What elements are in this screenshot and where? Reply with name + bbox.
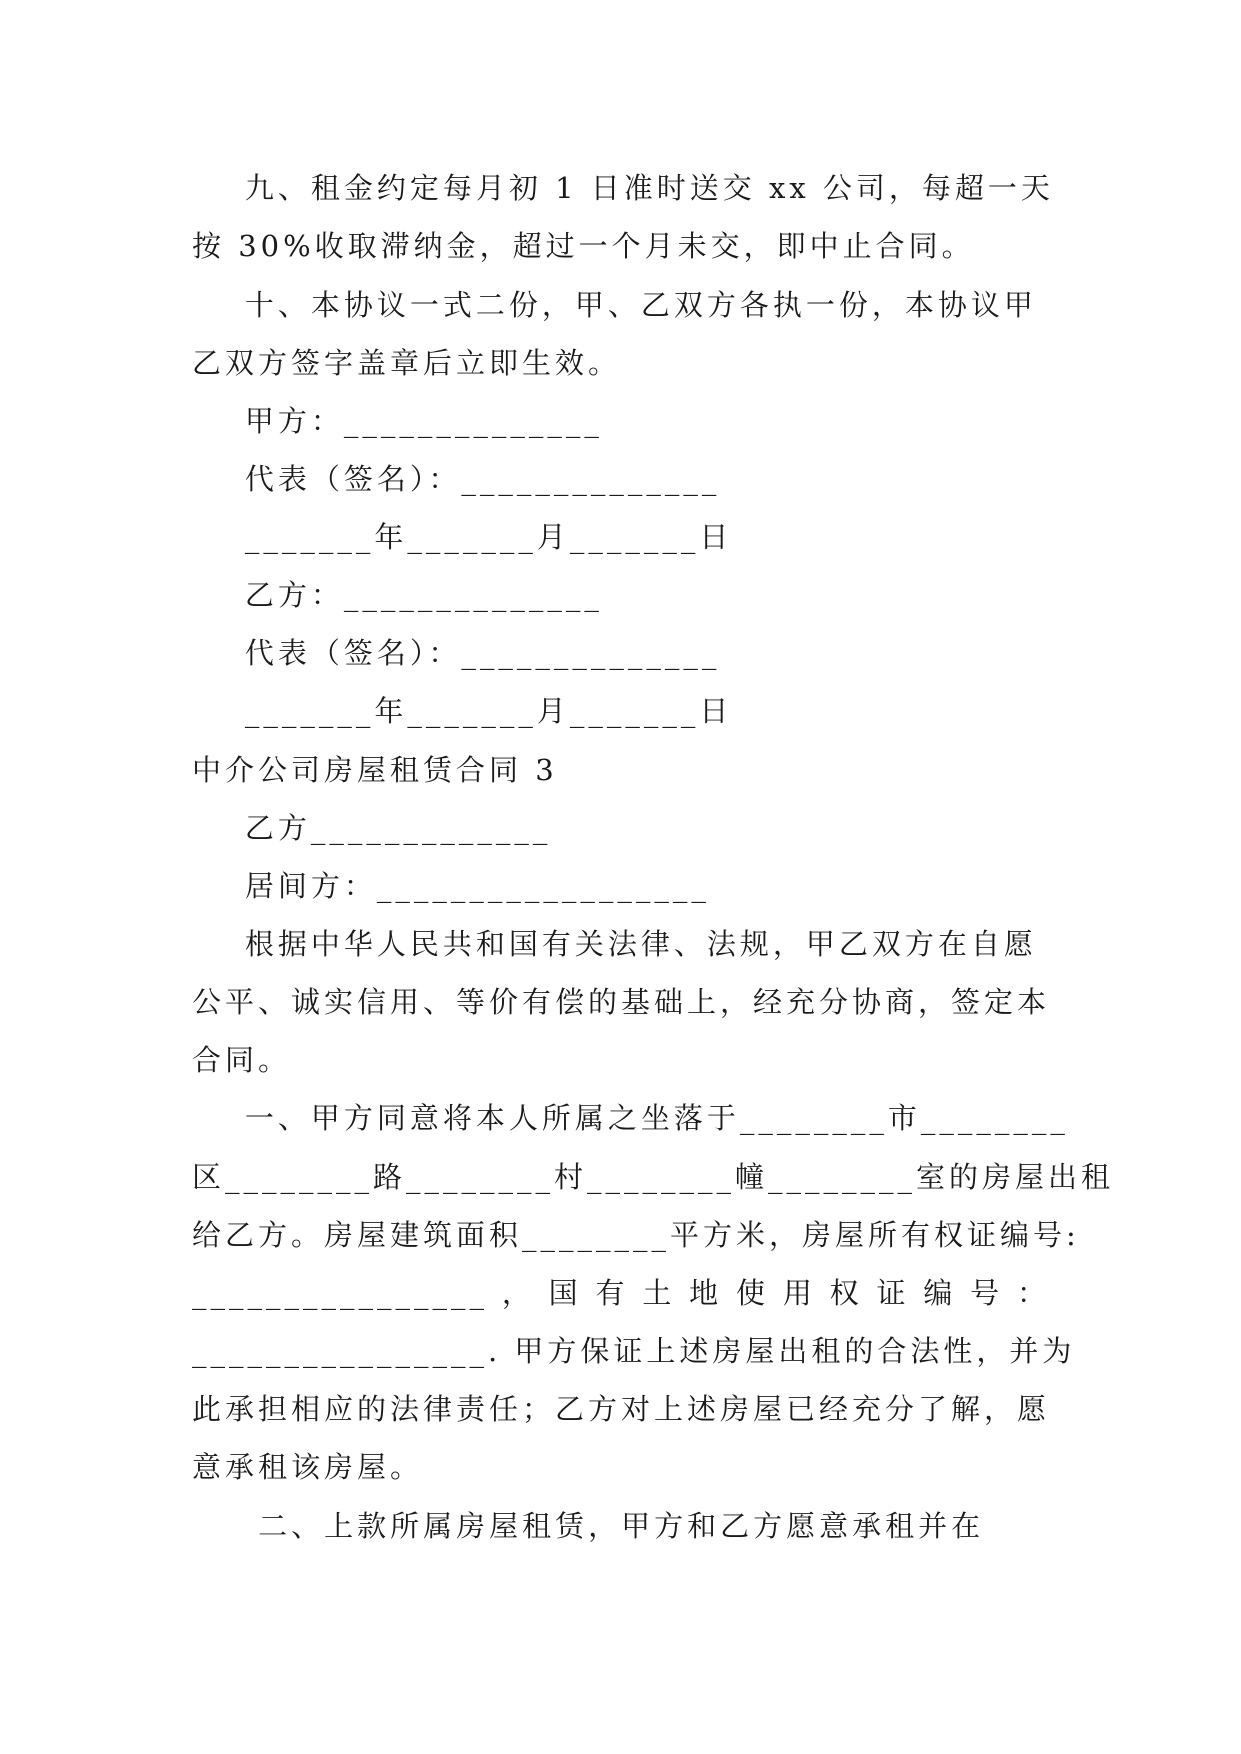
text-line: 给乙方。房屋建筑面积________平方米，房屋所有权证编号: — [192, 1218, 1080, 1252]
text-line: 十、本协议一式二份，甲、乙双方各执一份，本协议甲 — [192, 288, 1037, 322]
signature-line-representative: 代表（签名）：______________ — [192, 636, 721, 670]
text-line: 九、租金约定每月初 1 日准时送交 xx 公司，每超一天 — [192, 171, 1054, 205]
section-title: 中介公司房屋租赁合同 3 — [192, 753, 558, 787]
text-line: 此承担相应的法律责任；乙方对上述房屋已经充分了解，愿 — [192, 1392, 1051, 1426]
text-line: 一、甲方同意将本人所属之坐落于________市________ — [192, 1101, 1069, 1135]
intermediary-line: 居间方：__________________ — [192, 869, 710, 903]
party-b-line: 乙方_____________ — [192, 811, 552, 845]
text-line: 二、上款所属房屋租赁，甲方和乙方愿意承租并在 — [192, 1509, 985, 1543]
text-line: 意承租该房屋。 — [192, 1450, 424, 1484]
signature-line-party-b: 乙方：______________ — [192, 578, 603, 612]
text-line: 区________路________村________幢________室的房屋出租 — [192, 1160, 1115, 1194]
text-line: 乙双方签字盖章后立即生效。 — [192, 346, 622, 380]
date-line: _______年_______月_______日 — [192, 520, 733, 554]
text-line: ________________. 甲方保证上述房屋出租的合法性，并为 — [192, 1334, 1076, 1368]
text-line: 公平、诚实信用、等价有偿的基础上，经充分协商，签定本 — [192, 985, 1051, 1019]
date-line: _______年_______月_______日 — [192, 694, 733, 728]
text-line: 合同。 — [192, 1043, 292, 1077]
text-line: 根据中华人民共和国有关法律、法规，甲乙双方在自愿 — [192, 927, 1037, 961]
text-line: 按 30%收取滞纳金，超过一个月未交，即中止合同。 — [192, 229, 975, 263]
signature-line-party-a: 甲方：______________ — [192, 404, 603, 438]
text-line: ________________，国有土地使用权证编号： — [192, 1276, 1050, 1310]
signature-line-representative: 代表（签名）：______________ — [192, 462, 721, 496]
